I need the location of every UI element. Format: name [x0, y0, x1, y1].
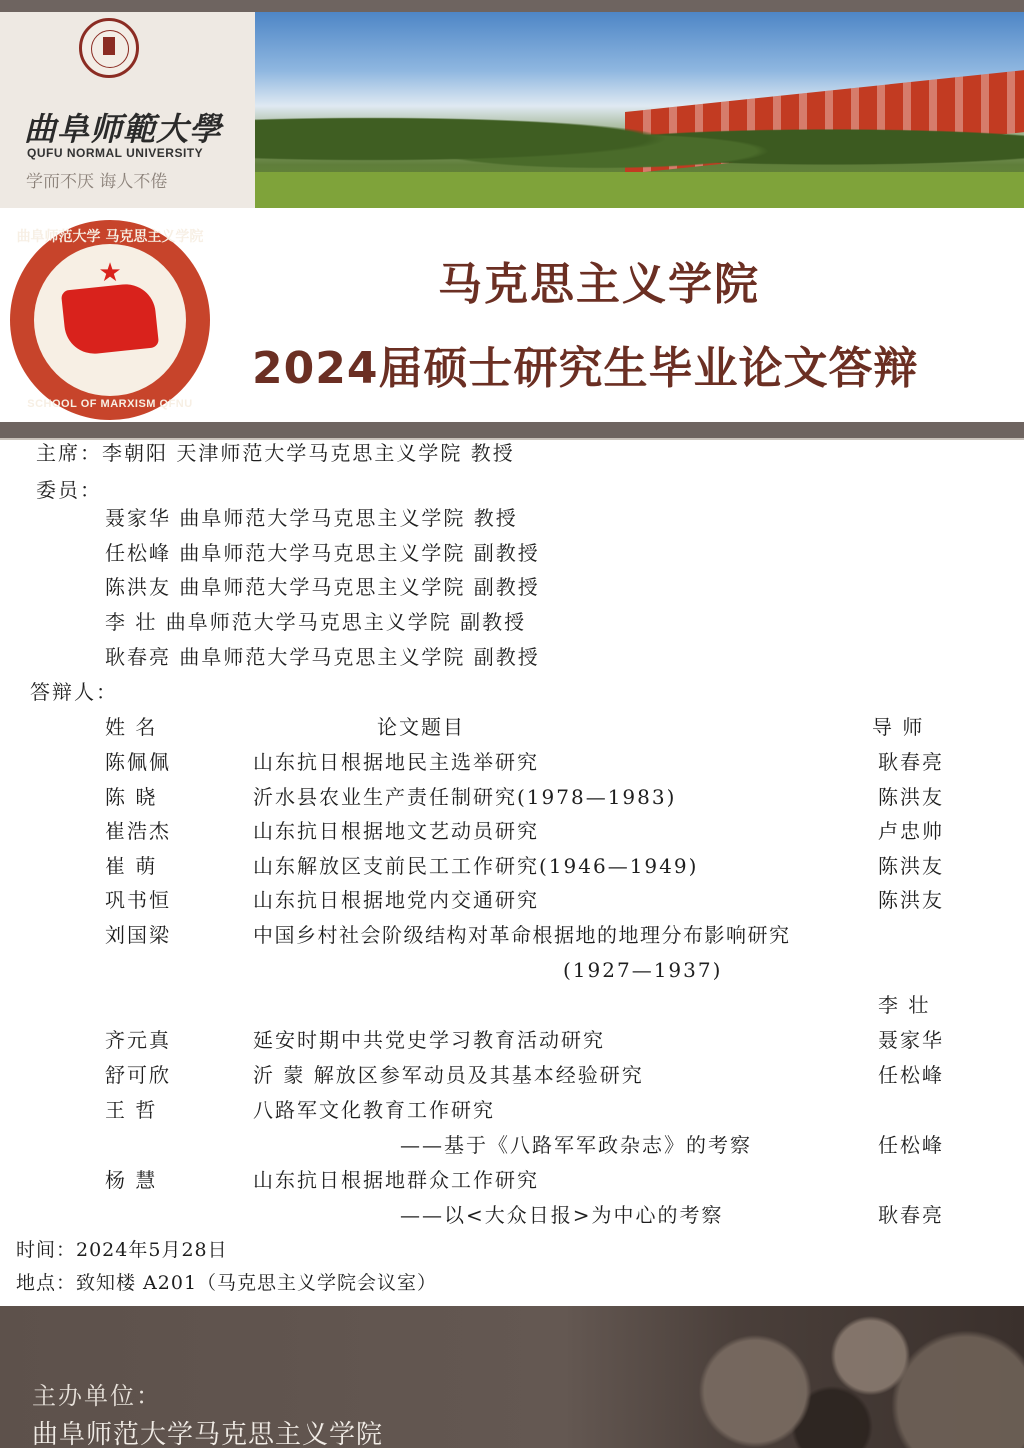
- advisor-name: 李 壮: [878, 993, 931, 1017]
- university-name-en: QUFU NORMAL UNIVERSITY: [27, 146, 204, 160]
- university-brand: [0, 12, 255, 208]
- committee-member: 李 壮 曲阜师范大学马克思主义学院 副教授: [105, 610, 527, 634]
- student-name: 齐元真: [105, 1028, 171, 1052]
- student-name: 陈佩佩: [105, 750, 171, 774]
- committee-member: 耿春亮 曲阜师范大学马克思主义学院 副教授: [105, 645, 540, 669]
- thesis-title: 沂水县农业生产责任制研究(1978—1983): [253, 785, 677, 809]
- advisor-name: 聂家华: [878, 1028, 944, 1052]
- committee-member: 聂家华 曲阜师范大学马克思主义学院 教授: [105, 506, 518, 530]
- student-name: 崔 萌: [105, 854, 158, 878]
- title-band: [0, 208, 1024, 422]
- thesis-title: 八路军文化教育工作研究: [253, 1098, 495, 1122]
- university-seal-icon: [79, 18, 139, 78]
- host-organization: 曲阜师范大学马克思主义学院: [32, 1420, 384, 1448]
- university-motto: 学而不厌 诲人不倦: [26, 172, 168, 192]
- thesis-subtitle: ——以<大众日报>为中心的考察: [400, 1203, 724, 1227]
- student-name: 舒可欣: [105, 1063, 171, 1087]
- advisor-name: 耿春亮: [878, 1203, 944, 1227]
- student-name: 王 哲: [105, 1098, 158, 1122]
- committee-chair: 主席：李朝阳 天津师范大学马克思主义学院 教授: [36, 441, 515, 465]
- student-name: 陈 晓: [105, 785, 158, 809]
- advisor-name: 耿春亮: [878, 750, 944, 774]
- event-time: 时间：2024年5月28日: [16, 1239, 228, 1261]
- committee-member: 陈洪友 曲阜师范大学马克思主义学院 副教授: [105, 575, 540, 599]
- student-name: 杨 慧: [105, 1168, 158, 1192]
- thesis-subtitle: ——基于《八路军军政杂志》的考察: [400, 1133, 752, 1157]
- advisor-name: 陈洪友: [878, 785, 944, 809]
- school-emblem-icon: ★ 曲阜师范大学 马克思主义学院 SCHOOL OF MARXISM QFNU: [10, 220, 210, 420]
- advisor-name: 卢忠帅: [878, 819, 944, 843]
- emblem-text-top: 曲阜师范大学 马克思主义学院: [16, 229, 204, 245]
- thesis-title-continued: (1927—1937): [563, 958, 723, 982]
- advisor-name: 任松峰: [878, 1063, 944, 1087]
- thesis-title: 山东抗日根据地文艺动员研究: [253, 819, 539, 843]
- campus-photo: [255, 12, 1024, 208]
- student-name: 崔浩杰: [105, 819, 171, 843]
- footer-banner: [0, 1306, 1024, 1448]
- header-banner: [0, 12, 1024, 208]
- thesis-title: 山东抗日根据地民主选举研究: [253, 750, 539, 774]
- student-name: 刘国梁: [105, 923, 171, 947]
- event-place: 地点：致知楼 A201（马克思主义学院会议室）: [16, 1272, 438, 1294]
- advisor-name: 陈洪友: [878, 854, 944, 878]
- header-title: 论文题目: [377, 715, 465, 739]
- student-name: 巩书恒: [105, 888, 171, 912]
- emblem-text-bottom: SCHOOL OF MARXISM QFNU: [27, 398, 193, 410]
- committee-member: 任松峰 曲阜师范大学马克思主义学院 副教授: [105, 541, 540, 565]
- thesis-title: 沂 蒙 解放区参军动员及其基本经验研究: [253, 1063, 644, 1087]
- top-border: [0, 0, 1024, 12]
- thesis-title: 山东抗日根据地群众工作研究: [253, 1168, 539, 1192]
- thesis-title: 中国乡村社会阶级结构对革命根据地的地理分布影响研究: [253, 923, 791, 947]
- page-title-school: 马克思主义学院: [438, 259, 760, 310]
- host-label: 主办单位：: [32, 1382, 162, 1410]
- page-title-event: 2024届硕士研究生毕业论文答辩: [252, 343, 919, 394]
- advisor-name: 陈洪友: [878, 888, 944, 912]
- advisor-name: 任松峰: [878, 1133, 944, 1157]
- university-name-cn: 曲阜师範大學: [24, 110, 223, 148]
- committee-members-label: 委员：: [36, 478, 102, 502]
- thesis-title: 山东解放区支前民工工作研究(1946—1949): [253, 854, 699, 878]
- thesis-title: 延安时期中共党史学习教育活动研究: [253, 1028, 605, 1052]
- thesis-title: 山东抗日根据地党内交通研究: [253, 888, 539, 912]
- stone-carving-image: [640, 1306, 1024, 1448]
- header-name: 姓 名: [105, 715, 158, 739]
- header-advisor: 导 师: [872, 715, 925, 739]
- defense-label: 答辩人：: [30, 680, 118, 704]
- title-divider: [0, 422, 1024, 438]
